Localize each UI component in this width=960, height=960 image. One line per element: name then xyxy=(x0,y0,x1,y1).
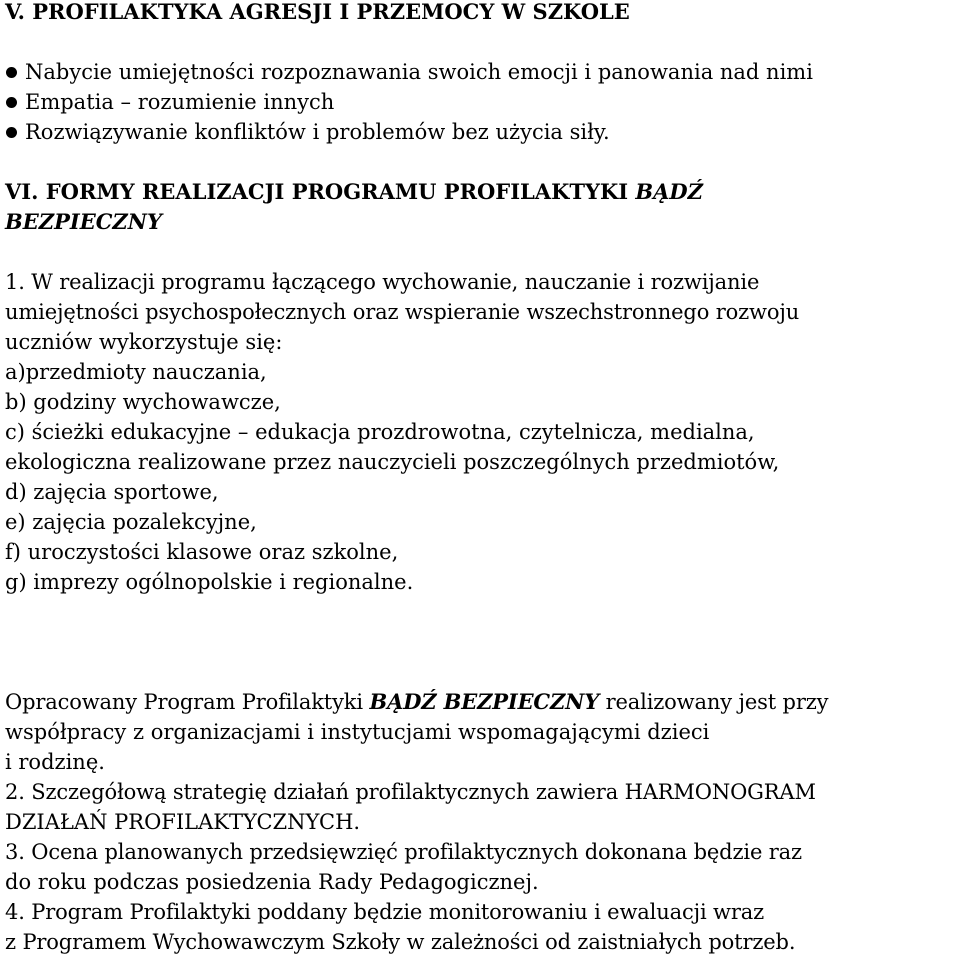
section-v-title: V. PROFILAKTYKA AGRESJI I PRZEMOCY W SZKOLE xyxy=(5,0,630,24)
paragraph-line: do roku podczas posiedzenia Rady Pedagogicznej. xyxy=(5,870,539,894)
closing-intro-text-after: realizowany jest przy xyxy=(599,690,829,714)
paragraph-line: 1. W realizacji programu łączącego wychowanie, nauczanie i rozwijanie xyxy=(5,270,760,294)
section-vi-title-italic: BEZPIECZNY xyxy=(5,209,162,234)
paragraph-line: współpracy z organizacjami i instytucjami wspomagającymi dzieci xyxy=(5,720,710,744)
bullet-text: Nabycie umiejętności rozpoznawania swoich emocji i panowania nad nimi xyxy=(25,60,813,84)
paragraph-line: DZIAŁAŃ PROFILAKTYCZNYCH. xyxy=(5,810,361,834)
bullet-item xyxy=(5,57,813,87)
list-item: e) zajęcia pozalekcyjne, xyxy=(5,510,257,534)
paragraph-line: i rodzinę. xyxy=(5,750,105,774)
paragraph-line: 3. Ocena planowanych przedsięwzięć profilaktycznych dokonana będzie raz xyxy=(5,840,802,864)
section-vi-title xyxy=(5,177,703,207)
bullet-icon xyxy=(6,67,17,78)
program-name-emphasis: BĄDŹ BEZPIECZNY xyxy=(369,689,600,714)
section-vi-title-italic: BĄDŹ xyxy=(635,179,703,204)
bullet-text: Empatia – rozumienie innych xyxy=(25,90,335,114)
list-item: b) godziny wychowawcze, xyxy=(5,390,281,414)
list-item: c) ścieżki edukacyjne – edukacja prozdrowotna, czytelnicza, medialna, xyxy=(5,420,755,444)
bullet-item xyxy=(5,87,334,117)
bullet-text: Rozwiązywanie konfliktów i problemów bez użycia siły. xyxy=(25,120,610,144)
bullet-item xyxy=(5,117,610,147)
bullet-icon xyxy=(6,127,17,138)
closing-intro-line xyxy=(5,687,828,717)
paragraph-line: umiejętności psychospołecznych oraz wspieranie wszechstronnego rozwoju xyxy=(5,300,800,324)
list-item: d) zajęcia sportowe, xyxy=(5,480,219,504)
list-item: a)przedmioty nauczania, xyxy=(5,360,267,384)
list-item: g) imprezy ogólnopolskie i regionalne. xyxy=(5,570,414,594)
closing-intro-text: Opracowany Program Profilaktyki xyxy=(5,690,370,714)
paragraph-line: uczniów wykorzystuje się: xyxy=(5,330,283,354)
list-item: f) uroczystości klasowe oraz szkolne, xyxy=(5,540,399,564)
list-item-continued: ekologiczna realizowane przez nauczycieli poszczególnych przedmiotów, xyxy=(5,450,780,474)
paragraph-line: 2. Szczegółową strategię działań profilaktycznych zawiera HARMONOGRAM xyxy=(5,780,816,804)
section-vi-title-continued xyxy=(5,207,162,237)
paragraph-line: z Programem Wychowawczym Szkoły w zależności od zaistniałych potrzeb. xyxy=(5,930,796,954)
section-vi-title-text: VI. FORMY REALIZACJI PROGRAMU PROFILAKTYKI xyxy=(5,179,636,204)
bullet-icon xyxy=(6,97,17,108)
paragraph-line: 4. Program Profilaktyki poddany będzie monitorowaniu i ewaluacji wraz xyxy=(5,900,765,924)
